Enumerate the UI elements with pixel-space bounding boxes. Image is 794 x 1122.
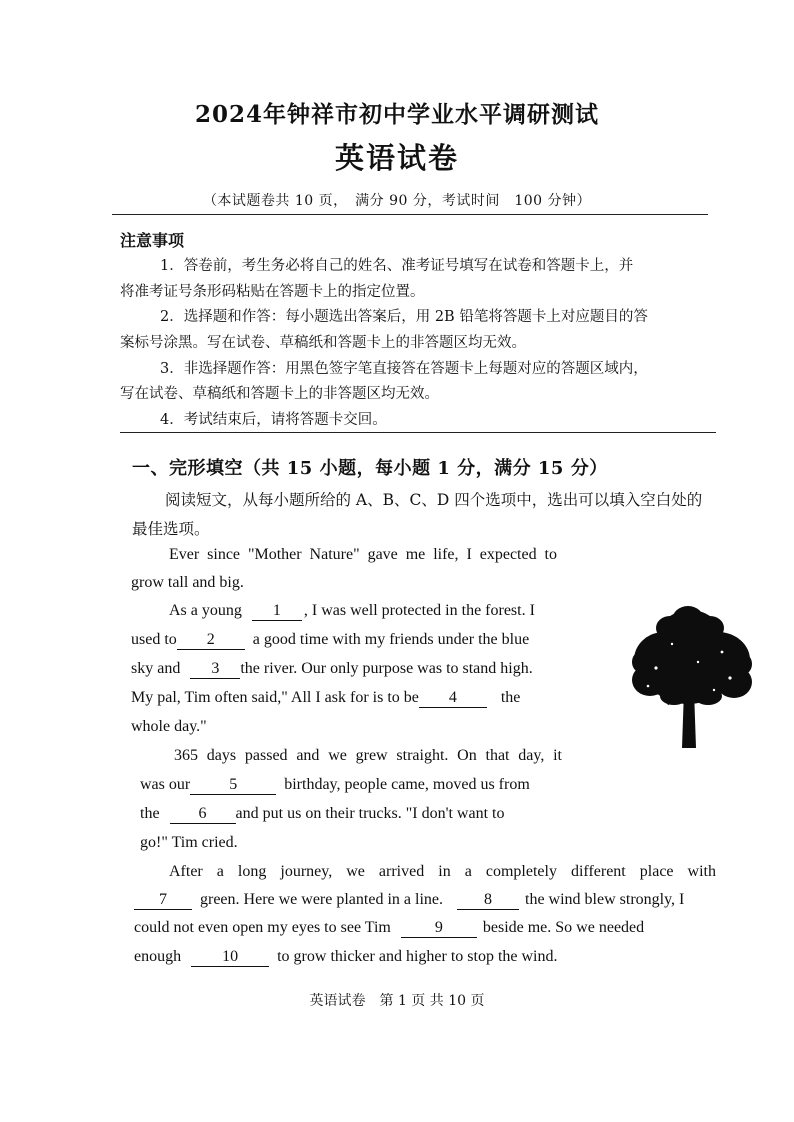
blank-10: 10 xyxy=(191,948,269,967)
notice-item-2-line-1: 2．选择题和作答：每小题选出答案后，用 2B 铅笔将答题卡上对应题目的答 xyxy=(160,309,648,325)
blank-5: 5 xyxy=(190,776,276,795)
passage-text: green. Here we were planted in a line. xyxy=(200,891,443,908)
passage-text: the river. Our only purpose was to stand high. xyxy=(240,660,533,677)
passage-text: sky and xyxy=(131,660,181,677)
notice-heading: 注意事项 xyxy=(120,231,185,250)
notice-item-1-line-2: 将准考证号条形码粘贴在答题卡上的指定位置。 xyxy=(120,284,425,300)
passage-text: to grow thicker and higher to stop the wind. xyxy=(277,948,558,965)
passage-line: grow tall and big. xyxy=(131,574,244,591)
subject-title: 英语试卷 xyxy=(334,141,459,175)
passage-line xyxy=(169,600,535,622)
exam-title: 2024年钟祥市初中学业水平调研测试 xyxy=(194,101,599,128)
passage-line: whole day." xyxy=(131,718,207,735)
section-instruction: 阅读短文，从每小题所给的 A、B、C、D 四个选项中，选出可以填入空白处的最佳选项。 xyxy=(132,491,703,538)
passage-line xyxy=(134,889,684,911)
passage-text: birthday, people came, moved us from xyxy=(284,776,530,793)
passage-line xyxy=(131,658,533,680)
blank-4: 4 xyxy=(419,689,487,708)
blank-9: 9 xyxy=(401,919,477,938)
passage-line: After a long journey, we arrived in a completely different place with xyxy=(169,863,716,880)
passage-line: 365 days passed and we grew straight. On that day, it xyxy=(174,747,562,764)
passage-line xyxy=(140,803,504,825)
passage-text: beside me. So we needed xyxy=(482,919,645,936)
passage-line xyxy=(134,917,644,939)
passage-line xyxy=(134,946,558,968)
page-footer: 英语试卷 第 1 页 共 10 页 xyxy=(309,993,485,1009)
blank-8: 8 xyxy=(457,891,519,910)
blank-6: 6 xyxy=(170,805,236,824)
passage-text: My pal, Tim often said," All I ask for is to be xyxy=(131,689,419,706)
header-divider xyxy=(112,214,708,215)
section-heading: 一、完形填空（共 15 小题，每小题 1 分，满分 15 分） xyxy=(132,458,608,479)
passage-text: was our xyxy=(140,776,191,793)
passage-text: the xyxy=(500,689,521,706)
passage-line xyxy=(131,687,520,709)
tree-icon xyxy=(626,598,756,757)
notice-item-2-line-2: 案标号涂黑。写在试卷、草稿纸和答题卡上的非答题区均无效。 xyxy=(120,335,526,351)
passage-text: and put us on their trucks. "I don't want to xyxy=(235,805,505,822)
passage-text: could not even open my eyes to see Tim xyxy=(134,919,391,936)
passage-text: As a young xyxy=(169,602,242,619)
passage-line xyxy=(140,774,530,796)
passage-line: go!" Tim cried. xyxy=(140,834,238,851)
blank-2: 2 xyxy=(177,631,245,650)
passage-text: , I was well protected in the forest. I xyxy=(303,602,535,619)
notice-item-1-line-1: 1．答卷前，考生务必将自己的姓名、准考证号填写在试卷和答题卡上，并 xyxy=(160,258,634,274)
passage-text: used to xyxy=(131,631,177,648)
passage-text: the wind blew strongly, I xyxy=(525,891,685,908)
blank-3: 3 xyxy=(190,660,240,679)
notice-item-3-line-2: 写在试卷、草稿纸和答题卡上的非答题区均无效。 xyxy=(120,386,439,402)
passage-line xyxy=(131,629,529,651)
passage-text: enough xyxy=(134,948,182,965)
passage-text: a good time with my friends under the blue xyxy=(252,631,530,648)
blank-1: 1 xyxy=(252,602,302,621)
blank-7: 7 xyxy=(134,891,192,910)
exam-info: （本试题卷共 10 页， 满分 90 分，考试时间 100 分钟） xyxy=(202,193,592,209)
notice-item-4: 4．考试结束后，请将答题卡交回。 xyxy=(160,412,387,428)
notice-divider xyxy=(120,432,716,433)
passage-text: the xyxy=(140,805,160,822)
passage-line: Ever since "Mother Nature" gave me life, I expected to xyxy=(169,546,557,563)
notice-item-3-line-1: 3．非选择题作答：用黑色签字笔直接答在答题卡上每题对应的答题区域内， xyxy=(160,361,648,377)
